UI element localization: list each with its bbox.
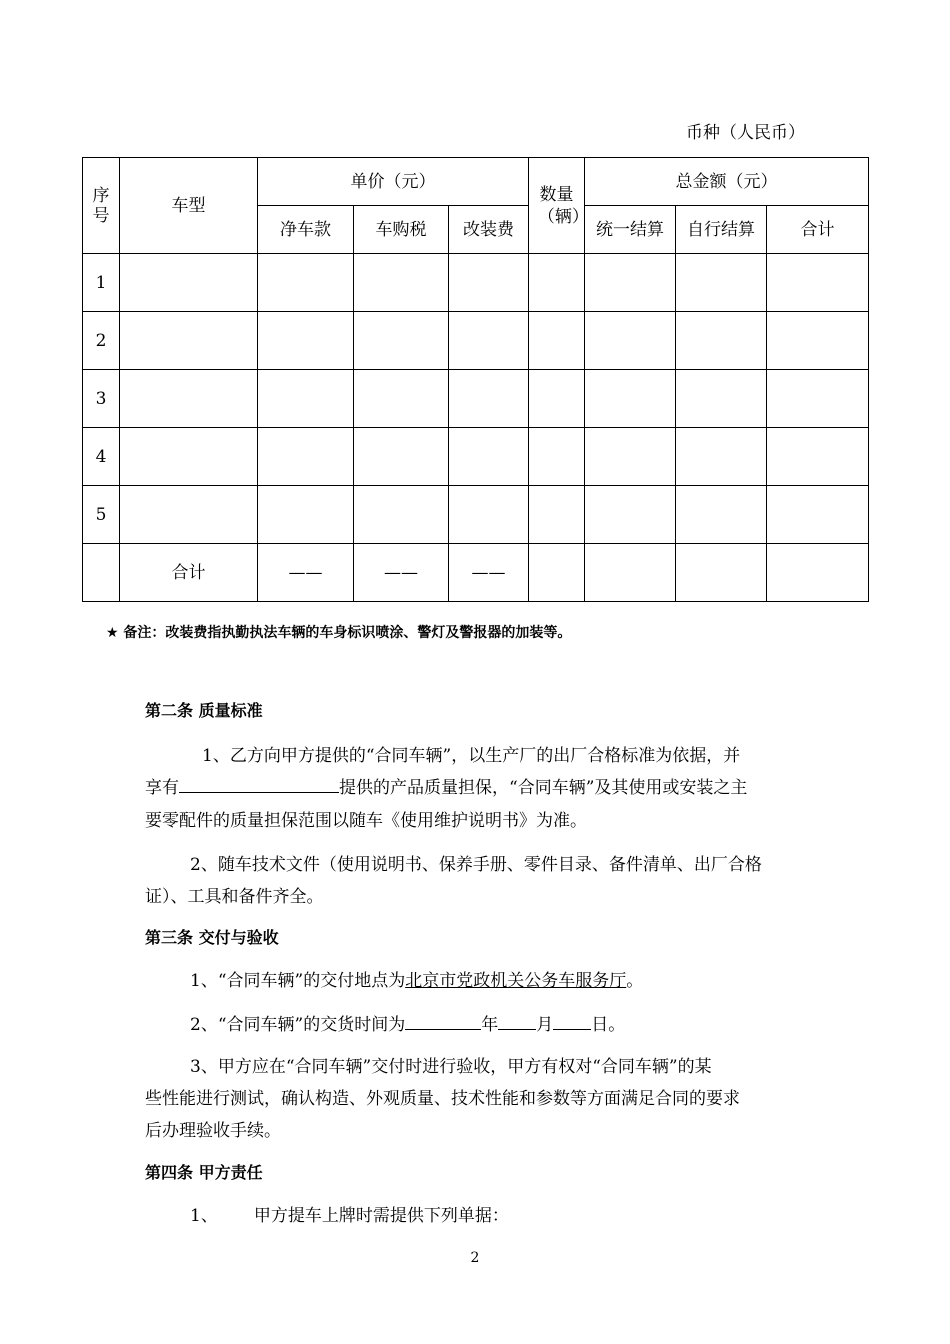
cell-self-settlement[interactable] [676,254,767,312]
row-number: 4 [83,428,120,486]
article-2-heading: 第二条 质量标准 [145,701,263,720]
cell-quantity[interactable] [529,312,585,370]
year-label: 年 [481,1015,499,1035]
total-row-blank [83,544,120,602]
cell-purchase-tax[interactable] [354,428,449,486]
cell-modification-fee[interactable] [449,428,529,486]
cell-subtotal[interactable] [767,428,869,486]
cell-total-quantity[interactable] [529,544,585,602]
article-2-p2-line2: 证）、工具和备件齐全。 [145,887,324,907]
article-2-p1-line2-b: 提供的产品质量担保，“合同车辆”及其使用或安装之主 [339,778,748,798]
total-dash-modification-fee: —— [449,544,529,602]
row-number: 3 [83,370,120,428]
cell-self-settlement[interactable] [676,428,767,486]
article-3-p3-line2: 些性能进行测试，确认构造、外观质量、技术性能和参数等方面满足合同的要求 [145,1089,740,1109]
article-4-p1 [190,1201,509,1226]
header-model: 车型 [120,158,258,254]
header-purchase-tax: 车购税 [354,206,449,254]
page-number: 2 [470,1250,480,1266]
table-note: ★ 备注：改装费指执勤执法车辆的车身标识喷涂、警灯及警报器的加装等。 [106,625,572,641]
cell-subtotal[interactable] [767,254,869,312]
row-number: 1 [83,254,120,312]
article-2-p2-line1: 2、随车技术文件（使用说明书、保养手册、零件目录、备件清单、出厂合格 [190,855,762,875]
header-subtotal: 合计 [767,206,869,254]
vehicle-price-table [82,157,869,602]
article-4-p1-num: 1、 [190,1206,218,1226]
total-dash-purchase-tax: —— [354,544,449,602]
cell-total-self[interactable] [676,544,767,602]
cell-modification-fee[interactable] [449,312,529,370]
cell-modification-fee[interactable] [449,254,529,312]
month-label: 月 [536,1015,554,1035]
cell-total-subtotal[interactable] [767,544,869,602]
total-dash-net-price: —— [258,544,354,602]
header-net-price: 净车款 [258,206,354,254]
row-number: 5 [83,486,120,544]
cell-purchase-tax[interactable] [354,254,449,312]
article-3-p1 [190,966,643,991]
guarantor-blank[interactable] [179,774,339,793]
article-2-p1-line2-a: 享有 [145,778,179,798]
cell-modification-fee[interactable] [449,370,529,428]
cell-subtotal[interactable] [767,370,869,428]
header-modification-fee: 改装费 [449,206,529,254]
header-seq: 序号 [83,158,120,254]
cell-self-settlement[interactable] [676,312,767,370]
day-blank[interactable] [553,1011,591,1030]
header-quantity: 数量（辆） [529,158,585,254]
article-3-p1-a: 1、“合同车辆”的交付地点为 [190,971,406,991]
cell-quantity[interactable] [529,370,585,428]
cell-unified-settlement[interactable] [585,254,676,312]
article-2-p1-line3: 要零配件的质量担保范围以随车《使用维护说明书》为准。 [145,811,587,831]
currency-label: 币种（人民币） [686,123,805,143]
article-3-p3-line3: 后办理验收手续。 [145,1121,281,1141]
table-row [83,486,869,544]
table-row [83,428,869,486]
row-number: 2 [83,312,120,370]
table-header-row [83,158,869,206]
header-unit-price: 单价（元） [258,158,529,206]
cell-net-price[interactable] [258,486,354,544]
cell-model[interactable] [120,486,258,544]
table-row [83,254,869,312]
header-unified-settlement: 统一结算 [585,206,676,254]
article-4-p1-text: 甲方提车上牌时需提供下列单据： [253,1206,509,1226]
cell-model[interactable] [120,254,258,312]
cell-self-settlement[interactable] [676,370,767,428]
cell-net-price[interactable] [258,428,354,486]
cell-net-price[interactable] [258,370,354,428]
cell-quantity[interactable] [529,428,585,486]
month-blank[interactable] [498,1011,536,1030]
total-row-label: 合计 [120,544,258,602]
article-2-p1-line2 [145,773,747,798]
cell-unified-settlement[interactable] [585,486,676,544]
cell-purchase-tax[interactable] [354,486,449,544]
header-self-settlement: 自行结算 [676,206,767,254]
cell-model[interactable] [120,428,258,486]
article-3-p3-line1: 3、甲方应在“合同车辆”交付时进行验收，甲方有权对“合同车辆”的某 [190,1057,712,1077]
table-row [83,370,869,428]
cell-unified-settlement[interactable] [585,312,676,370]
article-3-p1-b: 。 [626,971,644,991]
article-3-p2 [190,1010,625,1035]
cell-quantity[interactable] [529,254,585,312]
cell-self-settlement[interactable] [676,486,767,544]
article-2-p1-line1: 1、乙方向甲方提供的“合同车辆”，以生产厂的出厂合格标准为依据，并 [202,746,741,766]
table-total-row [83,544,869,602]
cell-purchase-tax[interactable] [354,312,449,370]
article-3-p2-a: 2、“合同车辆”的交货时间为 [190,1015,406,1035]
cell-unified-settlement[interactable] [585,370,676,428]
cell-subtotal[interactable] [767,486,869,544]
day-label: 日。 [591,1015,626,1035]
cell-quantity[interactable] [529,486,585,544]
cell-model[interactable] [120,370,258,428]
cell-net-price[interactable] [258,254,354,312]
cell-model[interactable] [120,312,258,370]
cell-unified-settlement[interactable] [585,428,676,486]
cell-purchase-tax[interactable] [354,370,449,428]
cell-subtotal[interactable] [767,312,869,370]
delivery-place: 北京市党政机关公务车服务厅 [405,971,627,991]
year-blank[interactable] [405,1011,481,1030]
cell-modification-fee[interactable] [449,486,529,544]
article-3-heading: 第三条 交付与验收 [145,928,279,947]
header-total-amount: 总金额（元） [585,158,869,206]
table-row [83,312,869,370]
article-4-heading: 第四条 甲方责任 [145,1163,263,1182]
cell-net-price[interactable] [258,312,354,370]
cell-total-unified[interactable] [585,544,676,602]
